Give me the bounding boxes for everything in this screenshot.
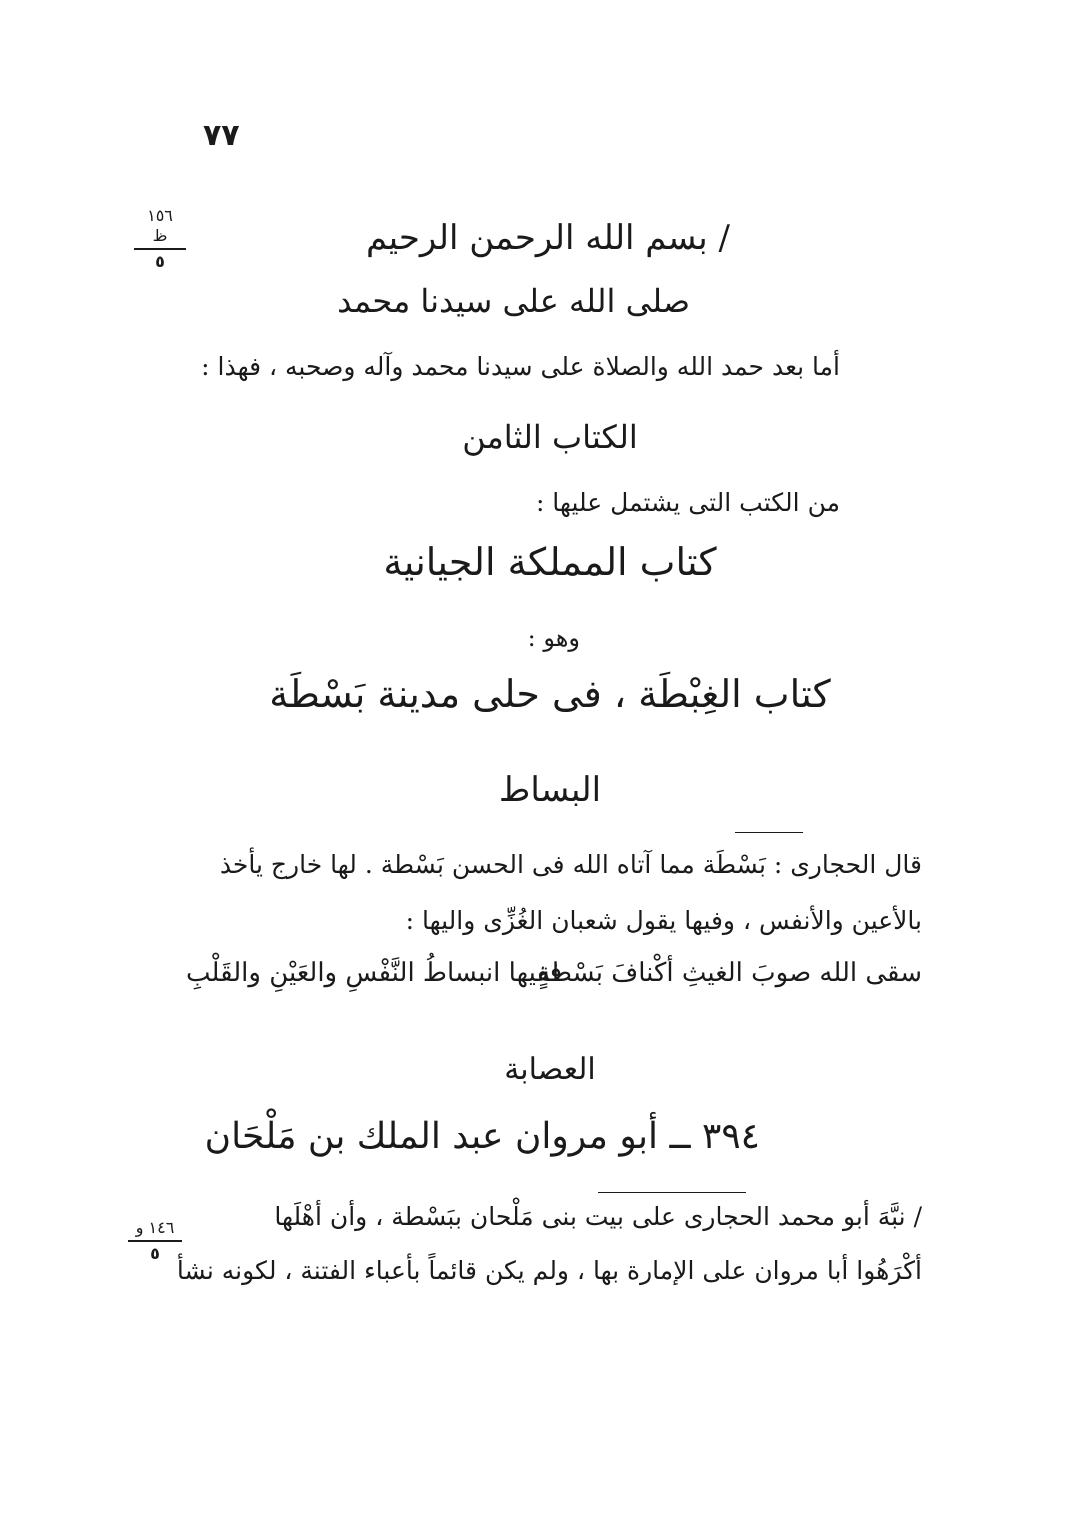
section-heading-bisat: البساط <box>498 770 602 810</box>
biography-entry-title: ٣٩٤ ــ أبو مروان عبد الملك بن مَلْحَان <box>204 1116 760 1157</box>
verse-second-hemistich: ففيها انبساطُ النَّفْسِ والعَيْنِ والقَلْبِ <box>185 958 562 988</box>
name-overline <box>598 1192 746 1193</box>
paragraph-line: / نبَّهَ أبو محمد الحجارى على بيت بنى مَلْحان ببَسْطة ، وأن أهْلَها <box>274 1202 922 1231</box>
folio-marker-top <box>134 206 186 272</box>
verse-first-hemistich: سقى الله صوبَ الغيثِ أكْنافَ بَسْطةٍ <box>537 958 922 988</box>
page-number: ٧٧ <box>203 118 240 153</box>
section-heading-asaba: العصابة <box>504 1052 596 1087</box>
wahuwa-line: وهو : <box>527 624 580 652</box>
paragraph-line: أكْرَهُوا أبا مروان على الإمارة بها ، ولم يكن قائماً بأعباء الفتنة ، لكونه نشأ <box>176 1256 922 1285</box>
includes-line: من الكتب التى يشتمل عليها : <box>535 488 840 517</box>
folio-top-below: ٥ <box>155 252 165 271</box>
salawat-line: صلى الله على سيدنا محمد <box>337 282 690 320</box>
kingdom-title: كتاب المملكة الجيانية <box>383 540 717 584</box>
paragraph-line: قال الحجارى : بَسْطَة مما آتاه الله فى الحسن بَسْطة . لها خارج يأخذ <box>219 850 922 879</box>
folio-bottom-above: ١٤٦ و <box>128 1218 182 1242</box>
basmala-line: / بسم الله الرحمن الرحيم <box>366 218 730 258</box>
intro-line: أما بعد حمد الله والصلاة على سيدنا محمد وآله وصحبه ، فهذا : <box>201 352 840 381</box>
folio-marker-bottom <box>128 1218 182 1264</box>
folio-bottom-below: ٥ <box>150 1244 160 1263</box>
ghabta-title: كتاب الغِبْطَة ، فى حلى مدينة بَسْطَة <box>269 672 831 716</box>
book-title: الكتاب الثامن <box>462 418 638 456</box>
folio-top-above: ١٥٦ ظ <box>134 206 186 250</box>
paragraph-line: بالأعين والأنفس ، وفيها يقول شعبان الغُزِّى واليها : <box>405 906 922 935</box>
name-overline <box>735 832 803 833</box>
